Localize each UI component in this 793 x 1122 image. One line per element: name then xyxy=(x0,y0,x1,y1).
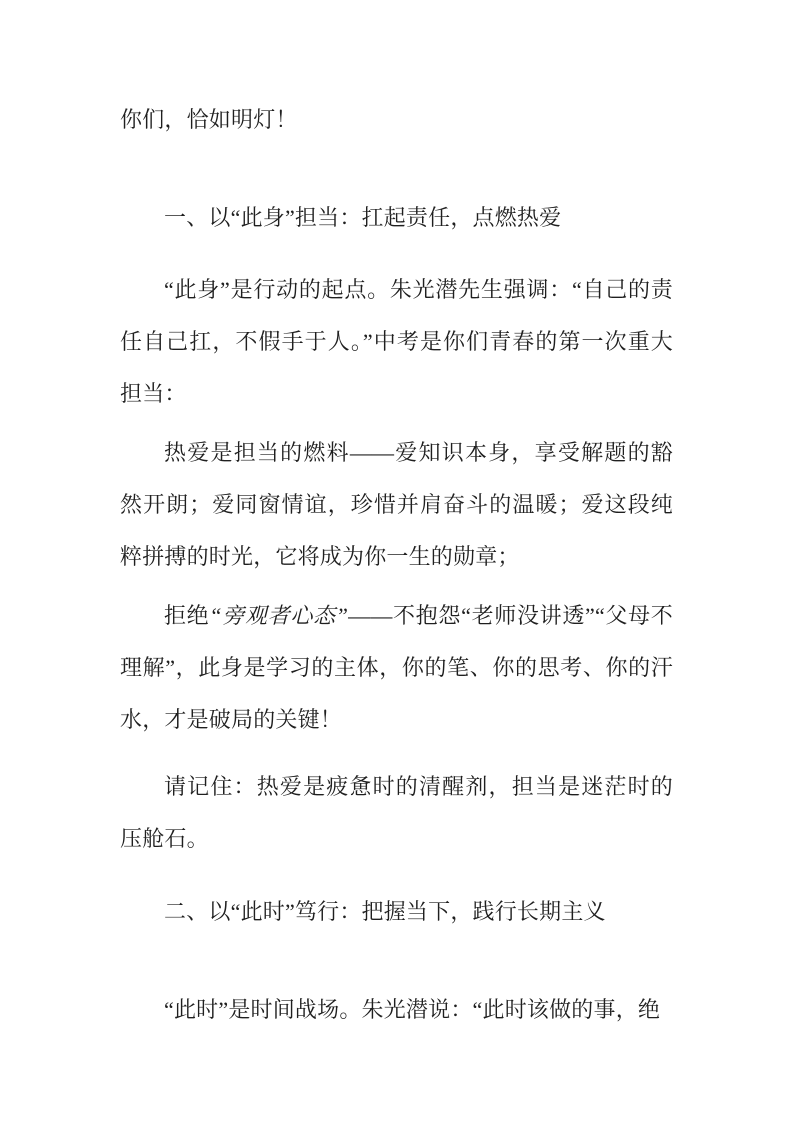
paragraph-continuation: 你们，恰如明灯！ xyxy=(120,107,298,132)
segment-plain: 拒绝 xyxy=(164,603,210,628)
segment-plain: ——不抱怨“老师没讲透”“父母不理解”，此身是学习的主体，你的笔、你的思考、你的汗水，才是破局的关键！ xyxy=(120,603,673,732)
segment-italic-bystander-mindset: “旁观者心态” xyxy=(209,603,349,628)
paragraph-this-moment-battlefield: “此时”是时间战场。朱光潜说：“此时该做的事，绝 xyxy=(164,997,661,1022)
section-heading-2: 二、以“此时”笃行：把握当下，践行长期主义 xyxy=(164,899,606,924)
section-heading-1: 一、以“此身”担当：扛起责任，点燃热爱 xyxy=(164,205,562,230)
paragraph-passion-fuel: 热爱是担当的燃料——爱知识本身，享受解题的豁然开朗；爱同窗情谊，珍惜并肩奋斗的温暖；爱这段纯粹拼搏的时光，它将成为你一生的勋章； xyxy=(120,440,673,569)
paragraph-please-remember: 请记住：热爱是疲惫时的清醒剂，担当是迷茫时的压舱石。 xyxy=(120,774,673,851)
paragraph-reject-bystander-mindset xyxy=(120,590,673,746)
paragraph-this-body-starting-point: “此身”是行动的起点。朱光潜先生强调：“自己的责任自己扛，不假手于人。”中考是你们青春的第一次重大担当： xyxy=(120,277,673,406)
